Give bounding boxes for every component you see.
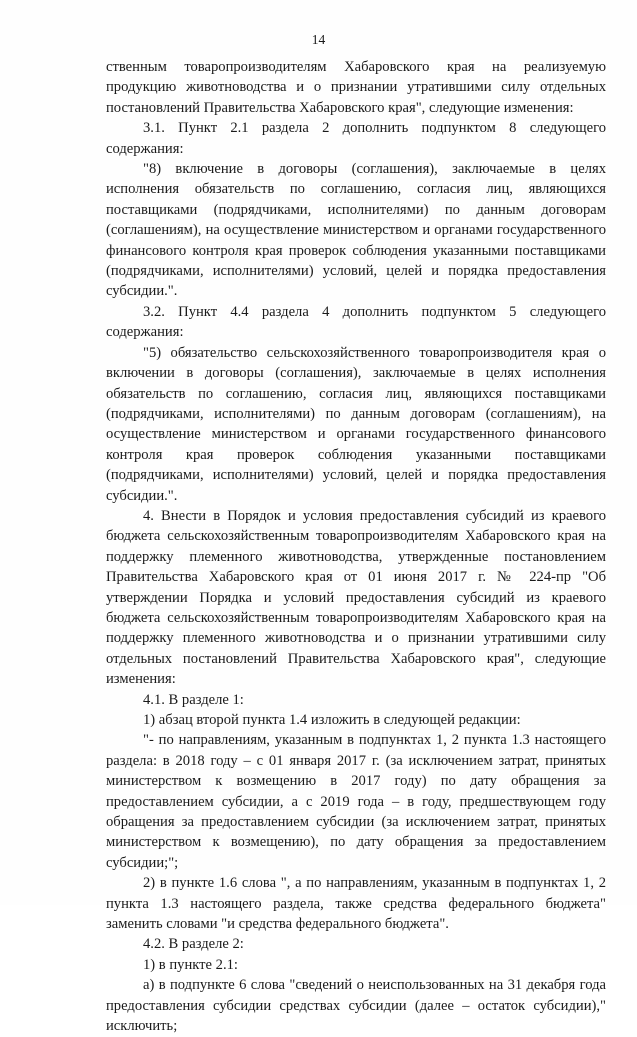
paragraph-quoted-text: "- по направлениям, указанным в подпунктах 1, 2 пункта 1.3 настоящего раздела: в 2018 году – с 01 января 2017 г. (за исключением затрат, принятых министерством к возмещению в 2017 году) по дату обращения за предоставлением субсидии, а с 2019 года – в году, предшествующем году обращения за предоставлением субсидии (за исключением затрат, принятых министерством к возмещению), по дату обращения за предоставлением субсидии;"; — [106, 732, 606, 871]
paragraph-4-2: 4.2. В разделе 2: — [143, 936, 244, 953]
paragraph-3-2: 3.2. Пункт 4.4 раздела 4 дополнить подпунктом 5 следующего содержания: — [106, 303, 606, 341]
page-number: 14 — [311, 32, 326, 47]
paragraph-4-1: 4.1. В разделе 1: — [143, 691, 244, 708]
paragraph-item-2: 2) в пункте 1.6 слова ", а по направлениям, указанным в подпунктах 1, 2 пункта 1.3 настоящего раздела, также средства федерального бюджета" заменить словами "и средства федерального бюджета". — [106, 875, 606, 933]
paragraph-3-1: 3.1. Пункт 2.1 раздела 2 дополнить подпунктом 8 следующего содержания: — [106, 120, 606, 157]
paragraph-subpoint-5: "5) обязательство сельскохозяйственного товаропроизводителя края о включении в договоры (соглашения), заключаемые в целях исполнения обязательств по соглашению, согласия лиц, являющихся поставщиками (подрядчиками, исполнителями) по данным договорам (соглашениям), на осуществление министерством и органами государственного финансового контроля края проверок соблюдения указанными поставщиками (подрядчиками, исполнителями) условий, целей и порядка предоставления субсидии.". — [106, 344, 606, 504]
paragraph-item-a: а) в подпункте 6 слова "сведений о неиспользованных на 31 декабря года предоставления субсидии средствах субсидии (далее – остаток субсидии)," исключить; — [106, 977, 606, 1035]
paragraph-4: 4. Внести в Порядок и условия предоставления субсидий из краевого бюджета сельскохозяйственным товаропроизводителям Хабаровского края на поддержку племенного животноводства, утвержденные постановлением Правительства Хабаровского края от 01 июня 2017 г. № 224-пр "Об утверждении Порядка и условий предоставления субсидий из краевого бюджета сельскохозяйственным товаропроизводителям Хабаровского края на поддержку племенного животноводства и о признании утратившими силу отдельных постановлений Правительства Хабаровского края", следующие изменения: — [106, 507, 606, 688]
paragraph-item-1-2-1: 1) в пункте 2.1: — [143, 956, 238, 973]
paragraph-subpoint-8: "8) включение в договоры (соглашения), заключаемые в целях исполнения обязательств по соглашению, согласия лиц, являющихся поставщиками (подрядчиками, исполнителями) по данным договорам (соглашениям), на осуществление министерством и органами государственного финансового контроля края проверок соблюдения указанными поставщиками (подрядчиками, исполнителями) условий, целей и порядка предоставления субсидии.". — [106, 161, 606, 300]
paragraph-continuation: ственным товаропроизводителям Хабаровского края на реализуемую продукцию животноводства и о признании утратившими силу отдельных постановлений Правительства Хабаровского края", следующие изменения: — [106, 59, 606, 116]
paragraph-item-1: 1) абзац второй пункта 1.4 изложить в следующей редакции: — [143, 712, 521, 728]
document-body — [106, 57, 606, 1037]
